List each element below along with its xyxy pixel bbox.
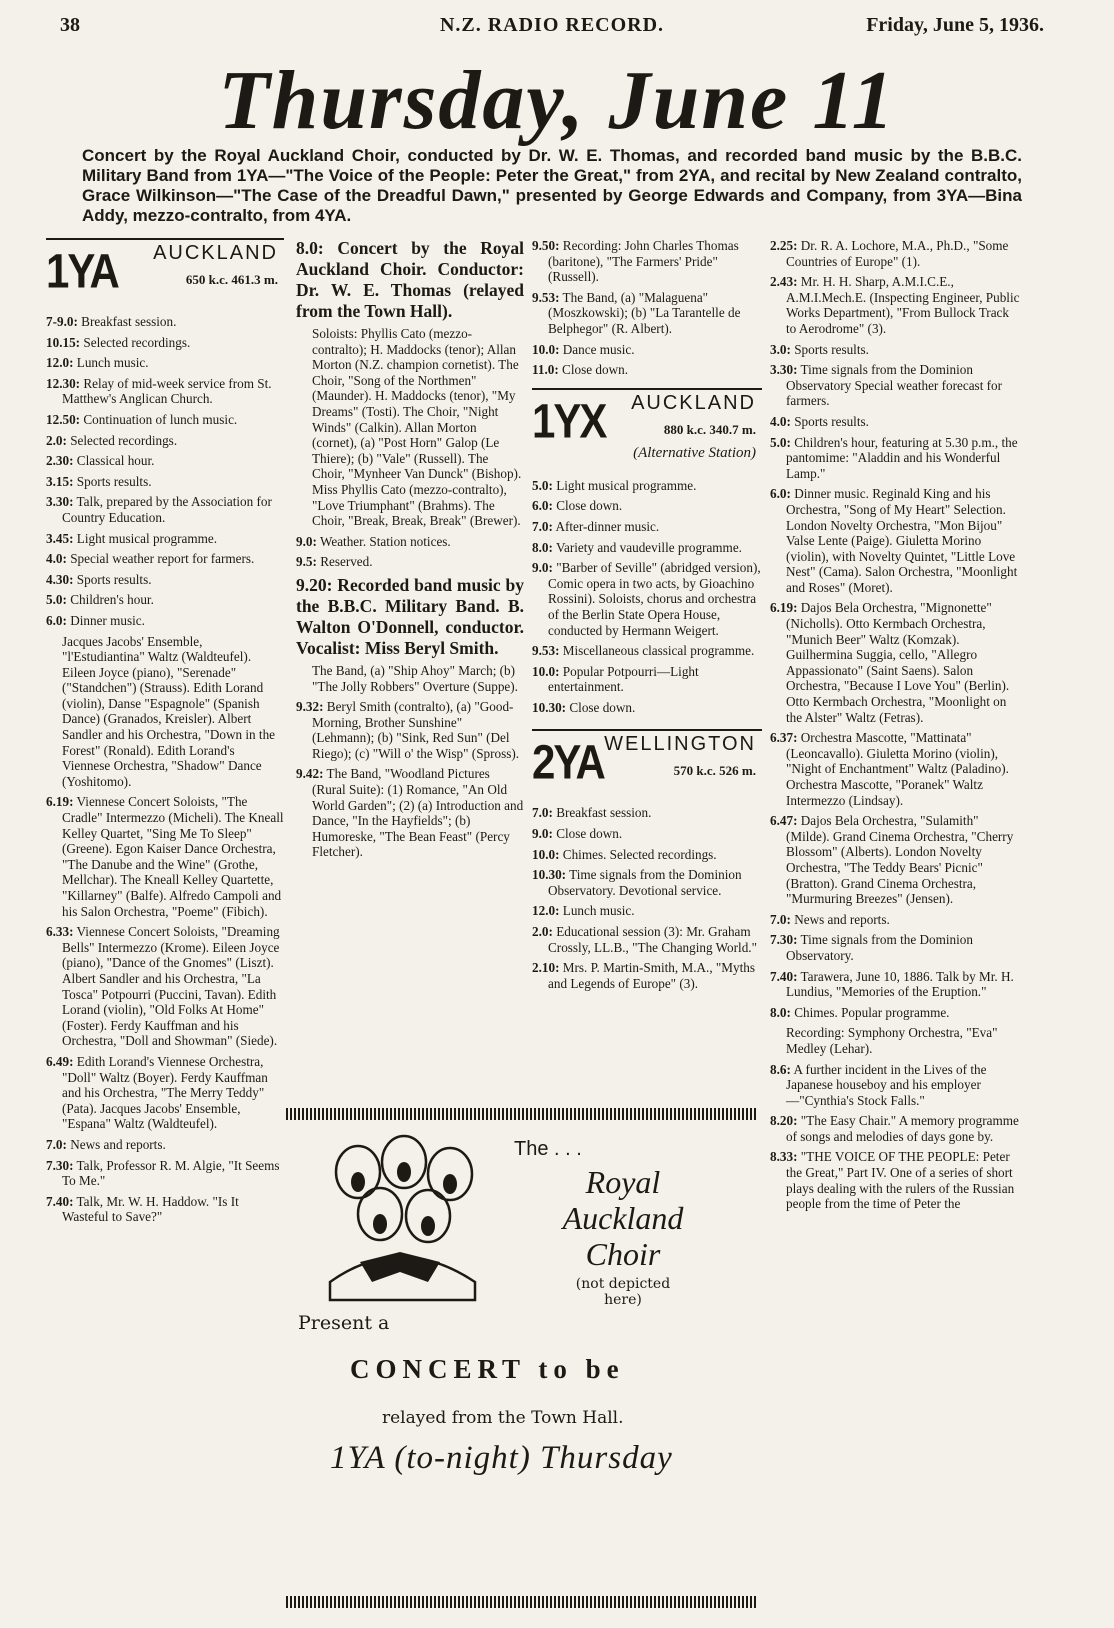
programme-entry bbox=[770, 435, 1020, 482]
programme-text: Recording: Symphony Orchestra, "Eva" Medley (Lehar). bbox=[786, 1025, 998, 1056]
programme-entry bbox=[46, 474, 284, 490]
station-header-1ya bbox=[46, 238, 284, 306]
programme-text: Children's hour. bbox=[66, 592, 154, 608]
programme-text: "The Easy Chair." A memory programme of songs and melodies of days gone by. bbox=[786, 1113, 1019, 1144]
time-label: 7.0: bbox=[770, 911, 791, 927]
programme-entry bbox=[532, 826, 762, 842]
programme-entry bbox=[46, 433, 284, 449]
programme-entry bbox=[46, 335, 284, 351]
programme-list-1ya-end bbox=[532, 238, 762, 378]
programme-entry bbox=[532, 960, 762, 991]
programme-text: Lunch music. bbox=[73, 355, 149, 371]
programme-details: Soloists: Phyllis Cato (mezzo-contralto); H. Maddocks (tenor); Allan Morton (N.Z. champion cornetist). The Choir, "Song of the Northmen" (Maunder). H. Maddocks (tenor), "My Dreams" (Tosti). The Choir, "Night Winds" (Calkin). Allan Morton (cornet), (a) "Post Horn" Galop (Le Thiere); (b) "Vale" (Russell). The Choir, "Mynheer Van Dunck" (Bishop). Miss Phyllis Cato (mezzo-contralto), "Love Triumphant" (Brahms). The Choir, "Break, Break, Break" (Brewer). bbox=[312, 326, 522, 529]
time-label: 6.0: bbox=[532, 498, 553, 514]
programme-entry bbox=[532, 805, 762, 821]
time-label: 4.0: bbox=[770, 413, 791, 429]
programme-text: Lunch music. bbox=[559, 903, 635, 919]
time-label: 8.0: bbox=[770, 1004, 791, 1020]
time-label: 2.30: bbox=[46, 453, 74, 469]
programme-text: "Barber of Seville" (abridged version), Comic opera in two acts, by Gioachino Rossini). Soloists, chorus and orchestra of the Berlin State Opera House, conducted by Hermann Weigert. bbox=[548, 560, 761, 638]
programme-text: Mr. H. H. Sharp, A.M.I.C.E., A.M.I.Mech.E. (Inspecting Engineer, Public Works Department), "From Bullock Track to Aerodrome" (3). bbox=[786, 274, 1020, 336]
programme-text: Educational session (3): Mr. Graham Crossly, LL.B., "The Changing World." bbox=[548, 924, 757, 955]
time-label: 9.50: bbox=[532, 238, 560, 253]
programme-text: Chimes. Selected recordings. bbox=[559, 846, 717, 862]
programme-text: Viennese Concert Soloists, "Dreaming Bells" Intermezzo (Krome). Eileen Joyce (piano), "Dance of the Gnomes" (Liszt). Albert Sandler and his Orchestra, "La Tosca" Potpourri (Puccini, Tavan). Edith Lorand (violin), "Old Folks At Home" (Foster). Ferdy Kauffman and his Orchestra, "Doll and Showman" (Siede). bbox=[62, 924, 280, 1049]
publication-name: N.Z. RADIO RECORD. bbox=[439, 14, 665, 36]
programme-text: Close down. bbox=[552, 826, 623, 842]
time-label: 8.33: bbox=[770, 1149, 798, 1165]
programme-list-2ya bbox=[532, 805, 762, 991]
programme-entry bbox=[46, 1158, 284, 1189]
station-call-sign: 1YA bbox=[46, 243, 118, 298]
time-label: 7.30: bbox=[770, 932, 798, 948]
time-label: 7.0: bbox=[532, 518, 553, 534]
programme-entry bbox=[770, 1005, 1020, 1021]
programme-text: Jacques Jacobs' Ensemble, "l'Estudiantina" Waltz (Waldteufel). Eileen Joyce (piano), "Serenade" ("Standchen") (Strauss). Edith Lorand (violin), Danse "Espagnole" (Spanish Dance) (Granados, Kreisler). Albert Sandler and his Orchestra, "Down in the Forest" (Ronald). Edith Lorand's Viennese Orchestra, "Shadow" Dance (Yoshitomo). bbox=[62, 633, 276, 789]
programme-entry: 9.42: The Band, "Woodland Pictures (Rural Suite): (1) Romance, "An Old World Garden"; (2) (a) Introduction and Dance, "In the Hayfields"; (b) Humoreske, "The Bean Feast" (Percy Fletcher). bbox=[296, 766, 524, 860]
programme-entry bbox=[532, 362, 762, 378]
programme-text: Relay of mid-week service from St. Matthew's Anglican Church. bbox=[62, 375, 272, 407]
station-frequency: 650 k.c. 461.3 m. bbox=[185, 272, 278, 287]
time-label: 7.0: bbox=[532, 805, 553, 821]
programme-entry bbox=[770, 932, 1020, 963]
programme-text: "THE VOICE OF THE PEOPLE: Peter the Great," Part IV. One of a series of short plays dealing with the rulers of the Russian people from the time of Peter the bbox=[786, 1149, 1015, 1212]
programme-text: Sports results. bbox=[790, 341, 869, 357]
programme-text: After-dinner music. bbox=[552, 518, 660, 534]
time-label: 12.0: bbox=[532, 903, 560, 919]
programme-text: Chimes. Popular programme. bbox=[790, 1004, 950, 1020]
programme-entry bbox=[46, 1054, 284, 1132]
time-label: 5.0: bbox=[770, 434, 791, 450]
programme-text: Continuation of lunch music. bbox=[80, 411, 238, 427]
programme-text: Breakfast session. bbox=[552, 805, 652, 821]
programme-text: Selected recordings. bbox=[66, 432, 178, 448]
time-label: 3.30: bbox=[770, 362, 798, 378]
programme-entry bbox=[46, 453, 284, 469]
programme-text: Dinner music. bbox=[66, 612, 145, 628]
programme-text: Children's hour, featuring at 5.30 p.m., the pantomime: "Aladdin and his Wonderful Lamp." bbox=[786, 434, 1018, 481]
programme-entry bbox=[532, 643, 762, 659]
programme-entry bbox=[532, 924, 762, 955]
programme-entry bbox=[46, 1137, 284, 1153]
time-label: 6.0: bbox=[770, 486, 791, 502]
programme-text: Time signals from the Dominion Observatory. bbox=[786, 932, 973, 963]
ad-border-bottom bbox=[286, 1596, 756, 1608]
time-label: 6.37: bbox=[770, 730, 798, 746]
programme-text: Sports results. bbox=[73, 571, 152, 587]
programme-text: Dajos Bela Orchestra, "Sulamith" (Milde). Grand Cinema Orchestra, "Cherry Blossom" (Alberts). London Novelty Orchestra, "The Teddy Bears' Picnic" (Bratton). Grand Cinema Orchestra, "Murmuring Breezes" (Jensen). bbox=[786, 813, 1014, 907]
programme-text: Edith Lorand's Viennese Orchestra, "Doll" Waltz (Boyer). Ferdy Kauffman and his Orchestra, "The Merry Teddy" (Pata). Jacques Jacobs' Ensemble, "Espana" Waltz (Waldteufel). bbox=[62, 1053, 268, 1132]
station-city: WELLINGTON bbox=[604, 733, 756, 756]
time-label: 10.0: bbox=[532, 846, 560, 862]
page-title: Thursday, June 11 bbox=[218, 54, 896, 147]
programme-entry bbox=[770, 730, 1020, 808]
ad-tagline: 1YA (to-night) Thursday bbox=[330, 1440, 673, 1476]
programme-entry bbox=[770, 1062, 1020, 1109]
programme-text: Talk, Professor R. M. Algie, "It Seems To Me." bbox=[62, 1157, 280, 1189]
programme-entry: 9.5: Reserved. bbox=[296, 554, 373, 570]
station-frequency: 880 k.c. 340.7 m. bbox=[663, 421, 756, 437]
station-call-sign: 1YX bbox=[532, 393, 606, 448]
programme-text: Time signals from the Dominion Observatory. Devotional service. bbox=[548, 867, 742, 898]
ad-relay: relayed from the Town Hall. bbox=[382, 1408, 624, 1428]
time-label: 12.50: bbox=[46, 411, 81, 427]
programme-entry bbox=[770, 1149, 1020, 1211]
page-header bbox=[60, 14, 1044, 44]
programme-text: News and reports. bbox=[66, 1136, 166, 1152]
programme-entry bbox=[46, 494, 284, 525]
programme-text: Popular Potpourri—Light entertainment. bbox=[548, 663, 699, 695]
time-label: 10.0: bbox=[532, 341, 560, 357]
time-label: 6.0: bbox=[46, 612, 67, 628]
programme-entry bbox=[46, 376, 284, 407]
time-label: 2.43: bbox=[770, 274, 798, 290]
programme-entry bbox=[532, 664, 762, 695]
programme-text: Talk, prepared by the Association for Country Education. bbox=[62, 494, 272, 525]
time-label: 6.49: bbox=[46, 1053, 74, 1069]
programme-entry bbox=[770, 414, 1020, 430]
programme-details: The Band, (a) "Ship Ahoy" March; (b) "The Jolly Robbers" Overture (Suppe). bbox=[312, 662, 518, 694]
time-label: 10.15: bbox=[46, 334, 81, 350]
programme-text: Close down. bbox=[558, 362, 628, 378]
time-label: 7.0: bbox=[46, 1136, 67, 1152]
programme-text: Dr. R. A. Lochore, M.A., Ph.D., "Some Countries of Europe" (1). bbox=[786, 238, 1009, 269]
programme-entry bbox=[770, 238, 1020, 269]
programme-entry bbox=[770, 600, 1020, 725]
time-label: 6.47: bbox=[770, 813, 798, 829]
programme-text: Talk, Mr. W. H. Haddow. "Is It Wasteful to Save?" bbox=[62, 1193, 239, 1225]
programme-entry bbox=[46, 924, 284, 1049]
programme-text: Breakfast session. bbox=[77, 314, 177, 329]
station-header-1yx bbox=[532, 388, 762, 470]
time-label: 2.25: bbox=[770, 238, 798, 253]
programme-entry bbox=[532, 342, 762, 358]
time-label: 9.0: bbox=[532, 560, 553, 576]
time-label: 2.10: bbox=[532, 960, 560, 976]
programme-text: Light musical programme. bbox=[73, 530, 218, 546]
time-label: 6.19: bbox=[46, 794, 74, 810]
programme-entry bbox=[532, 560, 762, 638]
time-label: 10.30: bbox=[532, 699, 567, 715]
intro-paragraph: Concert by the Royal Auckland Choir, conducted by Dr. W. E. Thomas, and recorded band music by the B.B.C. Military Band from 1YA—"The Voice of the People: Peter the Great," from 2YA, and recital by New Zealand contralto, Grace Wilkinson—"The Case of the Dreadful Dawn," presented by George Edwards and Company, from 3YA—Bina Addy, mezzo-contralto, from 4YA. bbox=[82, 146, 1022, 225]
station-header-2ya bbox=[532, 729, 762, 797]
time-label: 12.0: bbox=[46, 355, 74, 371]
programme-entry bbox=[46, 355, 284, 371]
station-call-sign: 2YA bbox=[532, 735, 604, 790]
time-label: 6.33: bbox=[46, 924, 74, 940]
time-label: 3.15: bbox=[46, 473, 74, 489]
ad-the: The . . . bbox=[514, 1138, 582, 1160]
programme-text: Tarawera, June 10, 1886. Talk by Mr. H. Lundius, "Memories of the Eruption." bbox=[786, 968, 1014, 1000]
programme-entry bbox=[46, 412, 284, 428]
station-city: AUCKLAND bbox=[153, 242, 278, 264]
ad-concert: CONCERT to be bbox=[350, 1354, 625, 1384]
ad-border-top bbox=[286, 1108, 756, 1120]
ad-present: Present a bbox=[298, 1312, 390, 1334]
programme-entry bbox=[46, 794, 284, 919]
time-label: 2.0: bbox=[46, 432, 67, 448]
programme-entry: 9.0: Weather. Station notices. bbox=[296, 533, 451, 549]
time-label: 10.30: bbox=[532, 867, 567, 883]
ad-note: (not depicted here) bbox=[575, 1276, 671, 1308]
time-label: 3.30: bbox=[46, 494, 74, 510]
ad-choir-name: Royal Auckland Choir bbox=[562, 1164, 684, 1272]
programme-entry bbox=[532, 290, 762, 337]
column-3 bbox=[532, 238, 762, 996]
time-label: 4.0: bbox=[46, 551, 67, 567]
programme-text: News and reports. bbox=[790, 911, 890, 927]
programme-entry bbox=[532, 238, 762, 285]
station-city: AUCKLAND bbox=[631, 391, 756, 414]
programme-text: Orchestra Mascotte, "Mattinata" (Leoncavallo). Giuletta Morino (violin), "Night of Enchantment" Waltz (Paladino). Orchestra Mascotte, "Poranek" Waltz Intermezzo (Lindsay). bbox=[786, 730, 1009, 808]
time-label: 10.0: bbox=[532, 663, 560, 679]
programme-entry bbox=[532, 700, 762, 716]
time-label: 8.6: bbox=[770, 1061, 791, 1077]
programme-list-1ya bbox=[46, 314, 284, 1225]
programme-entry bbox=[770, 486, 1020, 595]
programme-entry bbox=[770, 342, 1020, 358]
programme-text: Dajos Bela Orchestra, "Mignonette" (Nicholls). Otto Kermbach Orchestra, "Munich Beer" Waltz (Komzak). Guilhermina Suggia, cello, "Allegro Appassionato" (Saint Saens). Salon Orchestra, "Because I Love You" (Berlin). Otto Kermbach Orchestra, "Moonlight on the Alster" Waltz (Fetras). bbox=[786, 600, 1010, 725]
time-label: 9.0: bbox=[532, 826, 553, 842]
programme-entry bbox=[46, 613, 284, 629]
programme-entry bbox=[532, 519, 762, 535]
programme-text: Light musical programme. bbox=[552, 477, 697, 493]
issue-date: Friday, June 5, 1936. bbox=[866, 14, 1044, 36]
time-label: 7.30: bbox=[46, 1157, 74, 1173]
time-label: 6.19: bbox=[770, 600, 798, 616]
time-label: 9.53: bbox=[532, 643, 560, 659]
programme-entry bbox=[46, 531, 284, 547]
programme-entry bbox=[770, 274, 1020, 336]
programme-entry bbox=[532, 498, 762, 514]
column-4 bbox=[770, 238, 1020, 1217]
programme-heading: 9.20: Recorded band music by the B.B.C. Military Band. B. Walton O'Donnell, conductor. Vocalist: Miss Beryl Smith. bbox=[296, 574, 524, 658]
programme-text: Viennese Concert Soloists, "The Cradle" Intermezzo (Micheli). The Kneall Kelley Quartet, "Sing Me To Sleep" (Greene). Egon Kaiser Dance Orchestra, "The Danube and the Wine" (Grothe, Mellchar). The Kneall Kelley Quartette, "Killarney" (Balfe). Alfredo Campoli and his Salon Orchestra, "Poeme" (Fibich). bbox=[62, 794, 284, 919]
programme-entry bbox=[770, 1113, 1020, 1144]
programme-text: Classical hour. bbox=[73, 453, 155, 469]
programme-text: Recording: John Charles Thomas (baritone), "The Farmers' Pride" (Russell). bbox=[548, 238, 739, 285]
programme-text: A further incident in the Lives of the Japanese houseboy and his employer—"Cynthia's Stock Falls." bbox=[786, 1061, 987, 1108]
programme-entry bbox=[770, 362, 1020, 409]
programme-list-2ya-cont bbox=[770, 238, 1020, 1212]
column-2 bbox=[296, 238, 524, 865]
time-label: 9.53: bbox=[532, 289, 560, 305]
programme-entry bbox=[46, 551, 284, 567]
programme-list-1yx bbox=[532, 478, 762, 716]
time-label: 12.30: bbox=[46, 375, 81, 391]
programme-entry bbox=[46, 634, 284, 790]
programme-entry bbox=[532, 478, 762, 494]
programme-entry bbox=[46, 314, 284, 330]
programme-text: Mrs. P. Martin-Smith, M.A., "Myths and Legends of Europe" (3). bbox=[548, 960, 756, 991]
time-label: 2.0: bbox=[532, 924, 553, 940]
programme-entry bbox=[770, 912, 1020, 928]
choir-advertisement bbox=[286, 1108, 756, 1608]
programme-text: Sports results. bbox=[790, 413, 869, 429]
programme-entry bbox=[770, 813, 1020, 907]
programme-text: Time signals from the Dominion Observatory Special weather forecast for farmers. bbox=[786, 362, 1003, 409]
programme-text: Special weather report for farmers. bbox=[66, 551, 255, 567]
time-label: 5.0: bbox=[532, 477, 553, 493]
programme-heading: 8.0: Concert by the Royal Auckland Choir. Conductor: Dr. W. E. Thomas (relayed from the Town Hall). bbox=[296, 238, 524, 321]
column-1 bbox=[46, 238, 284, 1230]
programme-entry bbox=[532, 903, 762, 919]
time-label: 8.20: bbox=[770, 1113, 798, 1129]
programme-text: Close down. bbox=[552, 498, 623, 514]
programme-entry bbox=[532, 867, 762, 898]
programme-text: Variety and vaudeville programme. bbox=[552, 539, 742, 555]
time-label: 5.0: bbox=[46, 592, 67, 608]
programme-entry bbox=[532, 540, 762, 556]
time-label: 7-9.0: bbox=[46, 314, 78, 329]
time-label: 7.40: bbox=[770, 968, 798, 984]
station-frequency: 570 k.c. 526 m. bbox=[673, 763, 756, 779]
programme-text: Dinner music. Reginald King and his Orchestra, "Song of My Heart" Selection. London Novelty Orchestra, "Mon Bijou" Valse Lente (Paige). Giuletta Morino (violin), with Novelty Quintet, "Little Love Nest" (Cama). Salon Orchestra, "Moonlight and Roses" (Moret). bbox=[786, 486, 1018, 595]
time-label: 11.0: bbox=[532, 362, 559, 378]
page-number: 38 bbox=[60, 14, 80, 36]
programme-text: Dance music. bbox=[559, 341, 635, 357]
singing-choir-illustration bbox=[300, 1132, 500, 1302]
programme-entry bbox=[532, 847, 762, 863]
time-label: 7.40: bbox=[46, 1193, 74, 1209]
programme-entry: 9.32: Beryl Smith (contralto), (a) "Good-Morning, Brother Sunshine" (Lehmann); (b) "Sink, Red Sun" (Del Riego); (c) "Will o' the Wisp" (Spross). bbox=[296, 699, 520, 761]
programme-text: Miscellaneous classical programme. bbox=[559, 643, 755, 659]
programme-text: Sports results. bbox=[73, 473, 152, 489]
programme-entry bbox=[46, 572, 284, 588]
station-subtitle: (Alternative Station) bbox=[633, 444, 756, 461]
time-label: 4.30: bbox=[46, 571, 74, 587]
time-label: 3.0: bbox=[770, 341, 791, 357]
programme-entry bbox=[770, 1025, 1020, 1056]
programme-entry bbox=[46, 592, 284, 608]
time-label: 3.45: bbox=[46, 530, 74, 546]
programme-text: Selected recordings. bbox=[80, 334, 191, 350]
programme-text: Close down. bbox=[566, 699, 636, 715]
programme-text: The Band, (a) "Malaguena" (Moszkowski); (b) "La Tarantelle de Belphegor" (R. Albert). bbox=[548, 289, 741, 336]
time-label: 8.0: bbox=[532, 539, 553, 555]
programme-entry bbox=[46, 1194, 284, 1225]
programme-entry bbox=[770, 969, 1020, 1000]
